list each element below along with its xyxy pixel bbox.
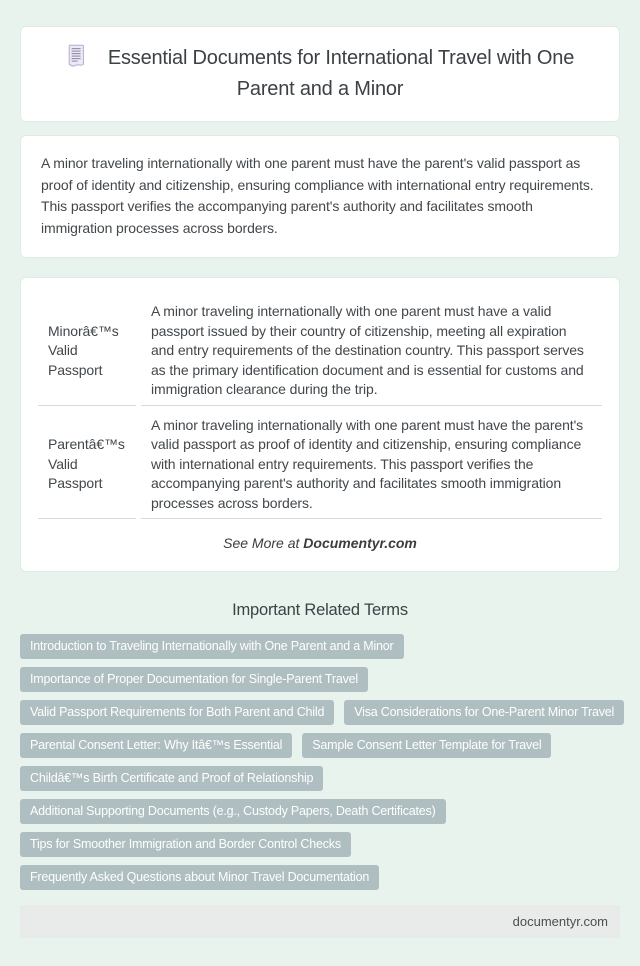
- documents-table: [33, 292, 607, 519]
- related-term-tag[interactable]: Parental Consent Letter: Why Itâ€™s Essential: [20, 733, 292, 758]
- summary-paragraph: A minor traveling internationally with one parent must have the parent's valid passport as proof of identity and citizenship, ensuring compliance with international entry requirements. This passport verifies the accompanying parent's authority and facilitates smooth immigration processes across borders.: [41, 155, 594, 236]
- related-terms-list: [20, 634, 632, 890]
- title-card: [20, 26, 620, 122]
- page: [0, 26, 640, 938]
- see-more-text: See More at: [223, 535, 300, 551]
- see-more-brand-link[interactable]: Documentyr.com: [303, 535, 417, 551]
- summary-card: [20, 135, 620, 258]
- documents-card: [20, 277, 620, 572]
- related-term-tag[interactable]: Tips for Smoother Immigration and Border Control Checks: [20, 832, 351, 857]
- footer-site-link[interactable]: documentyr.com: [512, 914, 608, 929]
- footer-bar: [20, 905, 620, 938]
- page-title-text: Essential Documents for International Travel with One Parent and a Minor: [107, 47, 575, 100]
- document-description: A minor traveling internationally with one parent must have a valid passport issued by their country of citizenship, meeting all expiration and entry requirements of the destination country. This passport serves as the primary identification document and is essential for customs and immigration clearance during the trip.: [141, 292, 602, 406]
- related-term-tag[interactable]: Additional Supporting Documents (e.g., Custody Papers, Death Certificates): [20, 799, 446, 824]
- receipt-icon: [66, 44, 86, 76]
- related-terms-heading: Important Related Terms: [232, 601, 408, 619]
- related-term-tag[interactable]: Visa Considerations for One-Parent Minor Travel: [344, 700, 624, 725]
- document-description: A minor traveling internationally with one parent must have the parent's valid passport as proof of identity and citizenship, ensuring compliance with international entry requirements. This passport verifies the accompanying parent's authority and facilitates smooth immigration processes across borders.: [141, 406, 602, 520]
- related-term-tag[interactable]: Frequently Asked Questions about Minor Travel Documentation: [20, 865, 379, 890]
- page-title: [47, 44, 593, 103]
- table-row: [38, 292, 602, 406]
- document-term: Parentâ€™s Valid Passport: [38, 406, 136, 520]
- related-term-tag[interactable]: Childâ€™s Birth Certificate and Proof of Relationship: [20, 766, 323, 791]
- related-term-tag[interactable]: Sample Consent Letter Template for Travel: [302, 733, 551, 758]
- related-term-tag[interactable]: Introduction to Traveling Internationally with One Parent and a Minor: [20, 634, 404, 659]
- document-term: Minorâ€™s Valid Passport: [38, 292, 136, 406]
- see-more-line: [33, 535, 607, 551]
- related-term-tag[interactable]: Importance of Proper Documentation for Single-Parent Travel: [20, 667, 368, 692]
- table-row: [38, 406, 602, 520]
- related-term-tag[interactable]: Valid Passport Requirements for Both Parent and Child: [20, 700, 334, 725]
